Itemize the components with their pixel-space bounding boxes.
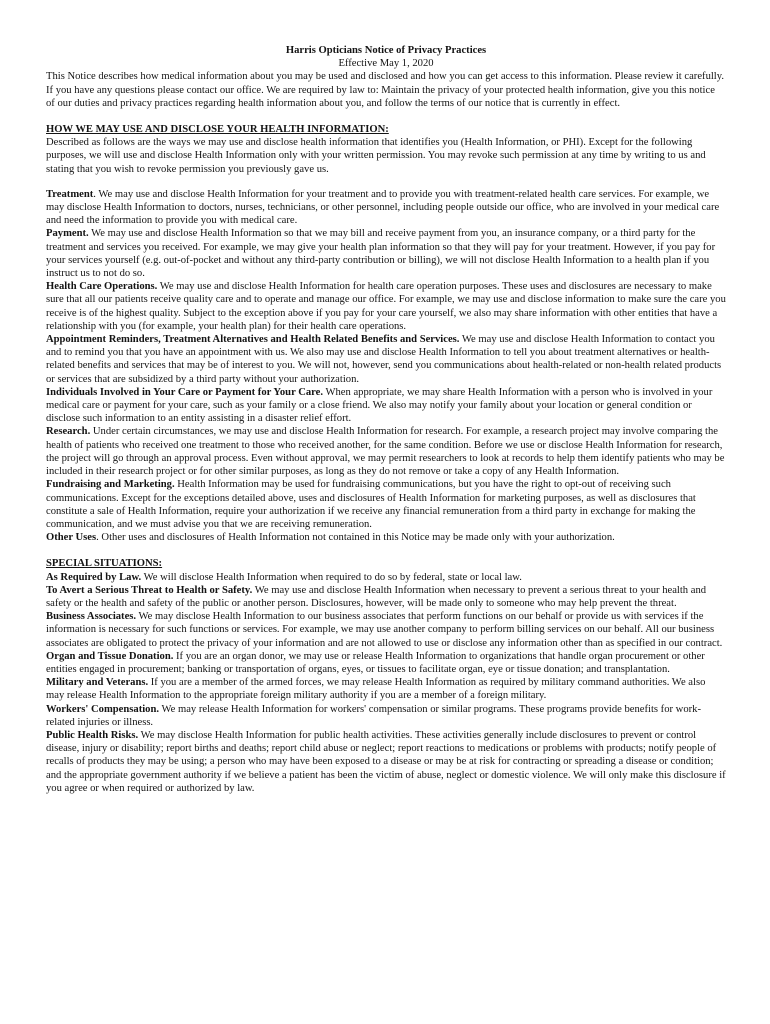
item-text: We may use and disclose Health Information for health care operation purposes. These uses and disclosures are necessary to make sure that all our patients receive quality care and to operate and manage our office. For example, we may use and disclose information to make sure the care you receive is of the highest quality. Subject to the exception above if you pay for your care yourself, we also may share information with other entities that have a relationship with you (for example, your health plan) for their health care operations. [46, 281, 726, 332]
uses-item-individuals-involved [46, 386, 726, 426]
item-label: Other Uses [46, 532, 97, 544]
effective-date: Effective May 1, 2020 [338, 58, 434, 70]
uses-item-health-care-operations [46, 280, 726, 333]
item-label: Workers' Compensation. [46, 703, 160, 715]
special-item-avert-threat [46, 584, 726, 610]
item-label: Research. [46, 426, 91, 438]
item-text: . Other uses and disclosures of Health Information not contained in this Notice may be made only with your authorization. [96, 532, 615, 544]
item-text: We may disclose Health Information to our business associates that perform functions on our behalf or provide us with services if the information is necessary for such functions or services. For example, we may use another company to perform billing services on our behalf. All our business associates are obligated to protect the privacy of your information and are not allowed to use or disclose any information other than as specified in our contract. [46, 611, 723, 649]
item-text: If you are an organ donor, we may use or release Health Information to organizations that handle organ procurement or other entities engaged in procurement; banking or transportation of organs, eyes, or tissues to facilitate organ, eye or tissue donation; and transplantation. [46, 650, 705, 675]
special-item-organ-tissue-donation [46, 650, 726, 676]
uses-heading: HOW WE MAY USE AND DISCLOSE YOUR HEALTH INFORMATION: [46, 124, 389, 136]
uses-item-treatment [46, 188, 726, 228]
item-label: To Avert a Serious Threat to Health or Safety. [46, 584, 253, 596]
special-situations-heading: SPECIAL SITUATIONS: [46, 558, 163, 570]
item-label: Fundraising and Marketing. [46, 479, 175, 491]
uses-item-fundraising-marketing [46, 478, 726, 531]
special-item-business-associates [46, 610, 726, 650]
document-page [46, 44, 726, 795]
item-label: Appointment Reminders, Treatment Alternatives and Health Related Benefits and Services. [46, 334, 460, 346]
item-text: We will disclose Health Information when required to do so by federal, state or local law. [141, 571, 522, 583]
special-item-workers-compensation [46, 703, 726, 729]
item-text: When appropriate, we may share Health Information with a person who is involved in your medical care or payment for your care, such as your family or a close friend. We also may notify your family about your location or general condition or disclose such information to an entity assisting in a disaster relief effort. [46, 386, 713, 425]
item-text: We may release Health Information for workers' compensation or similar programs. These programs provide benefits for work-related injuries or illness. [46, 703, 701, 728]
uses-item-appointment-reminders [46, 333, 726, 386]
item-label: Health Care Operations. [46, 281, 158, 293]
item-label: Business Associates. [46, 611, 137, 623]
item-label: Organ and Tissue Donation. [46, 650, 174, 662]
special-item-public-health-risks [46, 729, 726, 795]
item-text: Under certain circumstances, we may use and disclose Health Information for research. For example, a research project may involve comparing the health of patients who received one treatment to those who received another, for the same condition. Before we use or disclose Health Information for research, the project will go through an approval process. Even without approval, we may permit researchers to look at records to help them identify patients who may be included in their research project or for other similar purposes, as long as they do not remove or take a copy of any Health Information. [46, 426, 725, 478]
uses-item-other-uses [46, 531, 726, 544]
item-text: . We may use and disclose Health Information for your treatment and to provide you with treatment-related health care services. For example, we may disclose Health Information to doctors, nurses, technicians, or other personnel, including people outside our office, who are involved in your medical care and need the information to provide you with medical care. [46, 188, 720, 227]
special-item-required-by-law [46, 571, 726, 584]
uses-description: Described as follows are the ways we may use and disclose health information that identifies you (Health Information, or PHI). Except for the following purposes, we will use and disclose Health Information only with your written permission. You may revoke such permission at any time by writing to us and stating that you wish to revoke permission you previously gave us. [46, 137, 706, 175]
item-label: Treatment [46, 188, 94, 200]
item-text: We may use and disclose Health Information so that we may bill and receive payment from you, an insurance company, or a third party for the treatment and services you received. For example, we may give your health plan information so that they will pay for your treatment. However, if you pay for your services yourself (e.g. out-of-pocket and without any third-party contribution or billing), we will not disclose Health Information to a health plan if you instruct us to not do so. [46, 228, 716, 280]
spacer [46, 176, 726, 188]
uses-item-payment [46, 227, 726, 280]
document-title: Harris Opticians Notice of Privacy Practices [285, 45, 487, 56]
item-label: Military and Veterans. [46, 677, 149, 689]
item-label: As Required by Law. [46, 571, 142, 583]
special-item-military-veterans [46, 676, 726, 702]
item-label: Individuals Involved in Your Care or Payment for Your Care. [46, 386, 324, 398]
item-text: We may use and disclose Health Information when necessary to prevent a serious threat to your health and safety or the health and safety of the public or another person. Disclosures, however, will be made only to someone who may help prevent the threat. [46, 584, 707, 609]
item-label: Payment. [46, 228, 89, 240]
intro-paragraph: This Notice describes how medical information about you may be used and disclosed and how you can get access to this information. Please review it carefully. If you have any questions please contact our office. We are required by law to: Maintain the privacy of your protected health information, give you this notice of our duties and privacy practices regarding health information about you, and follow the terms of our notice that is currently in effect. [46, 71, 725, 109]
item-text: We may disclose Health Information for public health activities. These activities generally include disclosures to prevent or control disease, injury or disability; report births and deaths; report child abuse or neglect; report reactions to medications or problems with products; notify people of recalls of products they may be using; a person who may have been exposed to a disease or may be at risk for contracting or spreading a disease or condition; and the appropriate government authority if we believe a patient has been the victim of abuse, neglect or domestic violence. We will only make this disclosure if you agree or when required or authorized by law. [46, 729, 726, 794]
item-text: If you are a member of the armed forces, we may release Health Information as required by military command authorities. We also may release Health Information to the appropriate foreign military authority if you are a member of a foreign military. [46, 677, 706, 702]
item-text: Health Information may be used for fundraising communications, but you have the right to opt-out of receiving such communications. Except for the exceptions detailed above, uses and disclosures of Health Information for marketing purposes, as well as disclosures that constitute a sale of Health Information, require your authorization if we receive any financial remuneration from a third party in exchange for making the communication, and we must advise you that we are receiving remuneration. [46, 479, 696, 530]
item-text: We may use and disclose Health Information to contact you and to remind you that you have an appointment with us. We also may use and disclose Health Information to tell you about treatment alternatives or health-related benefits and services that may be of interest to you. We will not, however, send you communications about health-related or non-health related products or services that are subsidized by a third party without your authorization. [46, 334, 722, 385]
item-label: Public Health Risks. [46, 729, 139, 741]
uses-item-research [46, 425, 726, 478]
